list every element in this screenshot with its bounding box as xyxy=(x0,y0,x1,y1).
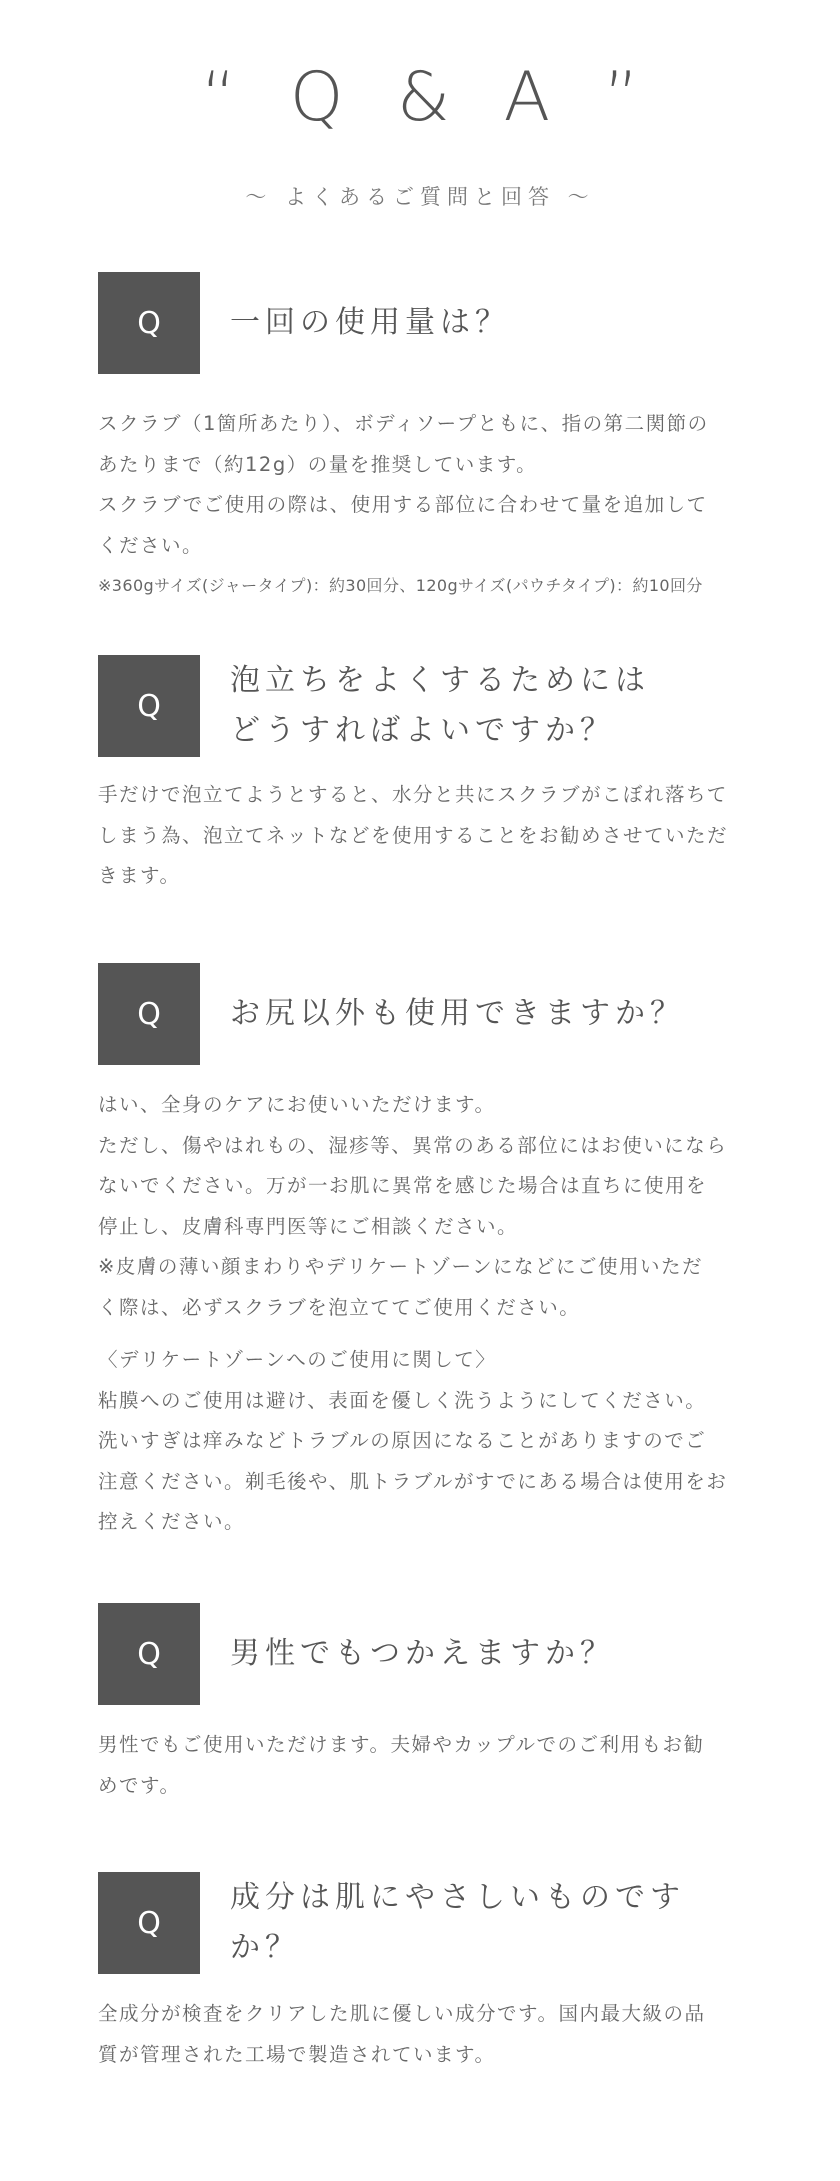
q-badge: Q xyxy=(98,655,200,757)
answer-line: 粘膜へのご使用は避け、表面を優しく洗うようにしてください。 xyxy=(98,1388,707,1412)
question-text xyxy=(230,1873,743,1973)
answer-line: スクラブでご使用の際は、使用する部位に合わせて量を追加して xyxy=(98,493,708,516)
qa-item-other-areas xyxy=(98,963,743,1543)
question-line: どうすればよいですか？ xyxy=(230,713,615,748)
page-subtitle: 〜 よくあるご質問と回答 〜 xyxy=(245,185,595,209)
question-row xyxy=(98,272,743,374)
question-text xyxy=(230,989,685,1039)
answer-line: 注意ください。剃毛後や、肌トラブルがすでにある場合は使用をお xyxy=(98,1469,728,1493)
answer-line: きます。 xyxy=(98,864,181,887)
answer-line: しまう為、泡立てネットなどを使用することをお勧めさせていただ xyxy=(98,823,729,847)
page-header xyxy=(0,0,840,212)
question-line: 成分は肌にやさしいものですか？ xyxy=(230,1880,685,1965)
question-text xyxy=(230,298,510,348)
answer-line: めです。 xyxy=(98,1773,181,1797)
question-row xyxy=(98,655,743,757)
answer-line: 〈デリケートゾーンへのご使用に関して〉 xyxy=(98,1348,497,1371)
question-text xyxy=(230,656,650,756)
question-line: 泡立ちをよくするためには xyxy=(230,663,650,698)
question-text xyxy=(230,1629,615,1679)
answer-line: 手だけで泡立てようとすると、水分と共にスクラブがこぼれ落ちて xyxy=(98,783,728,806)
answer-note: ※360gサイズ(ジャータイプ)：約30回分、120gサイズ(パウチタイプ)：約10回分 xyxy=(98,576,703,595)
qa-item-lathering xyxy=(98,655,743,897)
q-badge: Q xyxy=(98,1872,200,1974)
answer-text xyxy=(98,775,743,897)
answer-line: あたりまで（約12g）の量を推奨しています。 xyxy=(98,452,538,476)
question-line: 男性でもつかえますか？ xyxy=(230,1636,615,1671)
answer-line: はい、全身のケアにお使いいただけます。 xyxy=(98,1093,496,1116)
page-title: “ Q & A ” xyxy=(201,58,655,137)
question-row xyxy=(98,1603,743,1705)
answer-text xyxy=(98,1994,743,2075)
answer-line: 全成分が検査をクリアした肌に優しい成分です。国内最大級の品 xyxy=(98,2002,706,2025)
answer-text xyxy=(98,1725,743,1806)
answer-line: ※皮膚の薄い顔まわりやデリケートゾーンになどにご使用いただ xyxy=(98,1255,704,1278)
answer-text xyxy=(98,1085,743,1543)
q-badge: Q xyxy=(98,963,200,1065)
qa-item-ingredients xyxy=(98,1872,743,2075)
question-row xyxy=(98,1872,743,1974)
answer-line: 質が管理された工場で製造されています。 xyxy=(98,2042,496,2066)
q-badge: Q xyxy=(98,272,200,374)
answer-line: 控えください。 xyxy=(98,1510,246,1533)
answer-line: く際は、必ずスクラブを泡立ててご使用ください。 xyxy=(98,1295,581,1319)
question-line: 一回の使用量は？ xyxy=(230,305,510,340)
answer-text xyxy=(98,404,743,606)
question-line: お尻以外も使用できますか？ xyxy=(230,996,685,1031)
question-row xyxy=(98,963,743,1065)
answer-line: ください。 xyxy=(98,533,204,557)
answer-line: 男性でもご使用いただけます。夫婦やカップルでのご利用もお勧 xyxy=(98,1733,705,1756)
answer-line: ただし、傷やはれもの、湿疹等、異常のある部位にはお使いになら xyxy=(98,1133,728,1157)
answer-line: 停止し、皮膚科専門医等にご相談ください。 xyxy=(98,1214,519,1238)
q-badge: Q xyxy=(98,1603,200,1705)
answer-line: ないでください。万が一お肌に異常を感じた場合は直ちに使用を xyxy=(98,1174,708,1197)
answer-line: スクラブ（1箇所あたり）、ボディソープともに、指の第二関節の xyxy=(98,412,709,435)
qa-item-usage-amount xyxy=(98,272,743,606)
qa-item-men xyxy=(98,1603,743,1806)
answer-line: 洗いすぎは痒みなどトラブルの原因になることがありますのでご xyxy=(98,1429,707,1452)
